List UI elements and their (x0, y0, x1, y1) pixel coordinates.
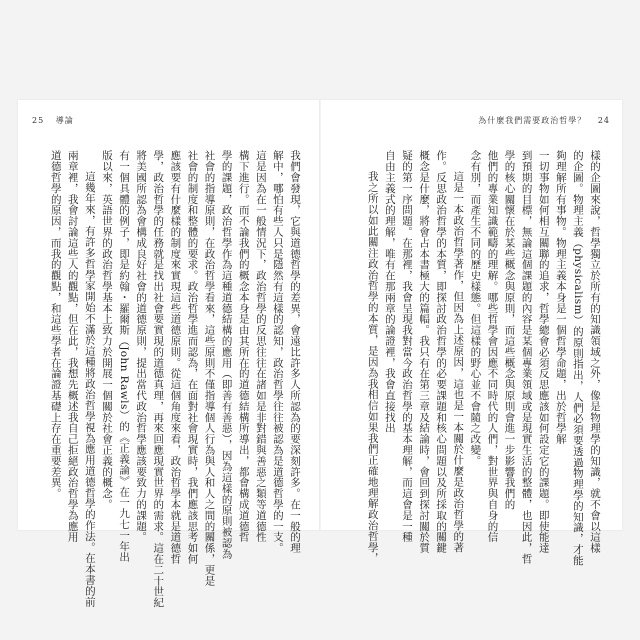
text-column: 概念是什麼，將會占本書極大的篇幅。我只有在第三章及結論時，會回到探討關於質 (418, 150, 431, 554)
text-column: 社會的指導原則，在政治哲學看來，這些原則不僅指導個人行為與人和人之間的關係，更是 (203, 150, 216, 586)
left-page-number: 25 (32, 116, 45, 125)
text-column: 疑的第一序問題。在那裡，我會呈現我對當今政治哲學的基本理解，而這會是一種 (400, 150, 413, 543)
left-running-title: 導論 (55, 116, 74, 125)
text-column: 他們的專業知識範疇的理解。哪些哲學會因應不同時代的人們，對世界與自身的信 (486, 150, 499, 543)
text-column: 到預期的目標，無論這個課題的內容是某個專業領域或是現實生活的整體，也因此，哲 (520, 150, 533, 565)
text-column: 構下進行。而不論我們的概念本身是由其所在的道德結構所導出，都會構成道德哲 (237, 150, 250, 543)
text-column: 自由主義式的理解，唯有在那兩章的論證裡，我會直接找出 (383, 150, 396, 434)
left-page-text (42, 150, 301, 608)
text-column: 這是因為在一般情況下，政治哲學的反思往往在諸如是非對錯與善惡之類等道德性 (254, 150, 267, 543)
text-column: 一切事物如何相互關聯的追求，哲學總會必須反思應該如何設定它的課題。即使能達 (537, 150, 550, 554)
text-column: 念有別，而產生不同的歷史樣態。但這樣的野心並不會隨之改變。 (469, 150, 482, 467)
text-column: 學，政治哲學的任務就是找出社會要實現的道德真理，再來回應現實世界的需求。這在二十世紀 (152, 150, 165, 608)
text-column: 有一個具體的例子，即是約翰・羅爾斯（John Rawls）的《正義論》在一九七一年出 (118, 150, 131, 563)
text-column: 應該要有什麼樣的制度來實現這些道德原則。從這個角度來看，政治哲學本就是道德哲 (169, 150, 182, 565)
right-page-text (342, 150, 601, 566)
text-column: 將美國所認為會構成良好社會的道德原則，提出當代政治哲學應該要致力的課題。 (135, 150, 148, 543)
text-column: 學的課題，政治哲學作為這種道德結構的應用（即善有善惡），因為這樣的原則被認為 (220, 150, 233, 559)
text-column: 版以來，英語世界的政治哲學基本上致力於開展一個關於社會正義的概念。 (100, 150, 113, 510)
text-column: 這幾年來，有許多哲學家開始不滿於這種將政治哲學視為應用道德哲學的作法。在本書的前 (83, 171, 96, 607)
right-running-title: 為什麼我們需要政治哲學？ (478, 116, 587, 125)
text-column: 夠理解所有事物。物理主義本身是一個哲學命題，出於哲學解 (554, 150, 567, 445)
text-column: 樣的企圖來說，哲學獨立於所有的知識領域之外，像是物理學的知識，就不會以這樣 (589, 150, 601, 554)
text-column: 解中，哪怕有些人只是隱然有這樣的認知，政治哲學往往被認為是道德哲學的一支。 (271, 150, 284, 554)
text-column: 作。反思政治哲學的本質，即探討政治哲學的必要課題和核心問題以及所採取的關鍵 (435, 150, 448, 554)
right-page-header (478, 115, 610, 126)
right-page-number: 24 (597, 116, 610, 125)
text-column: 道德哲學的原因，而我的觀點，和這些學者在論證基礎上存在重要差異。 (49, 150, 62, 499)
text-column: 社會的制度和整體的要求。政治哲學進而認為，在面對社會現實時，我們應該思考如何 (186, 150, 199, 565)
text-column: 我之所以如此關注政治哲學的本質，是因為我相信如果我們正確地理解政治哲學， (366, 171, 379, 564)
text-column: 學的核心關懷在於某些概念與原則，而這些概念與原則會進一步影響我們的 (503, 150, 516, 510)
page-gutter (319, 100, 321, 530)
text-column: 這是一本政治哲學著作，但因為上述原因，這也是一本關於什麼是政治哲學的著 (452, 171, 465, 553)
text-column: 的企圖。物理主義（physicalism）的原則指出，人們必須要透過物理學的知識，才能 (571, 150, 584, 566)
book-spread (18, 100, 622, 608)
left-page-header (32, 115, 74, 126)
text-column: 兩章裡，我會討論這些人的觀點，但在此，我想先概述我自己拒絕政治哲學為應用 (66, 150, 79, 543)
text-column: 我們會發現，它與道德哲學的差異，會遠比許多人所認為的要深刻許多。在一般的理 (289, 150, 301, 554)
